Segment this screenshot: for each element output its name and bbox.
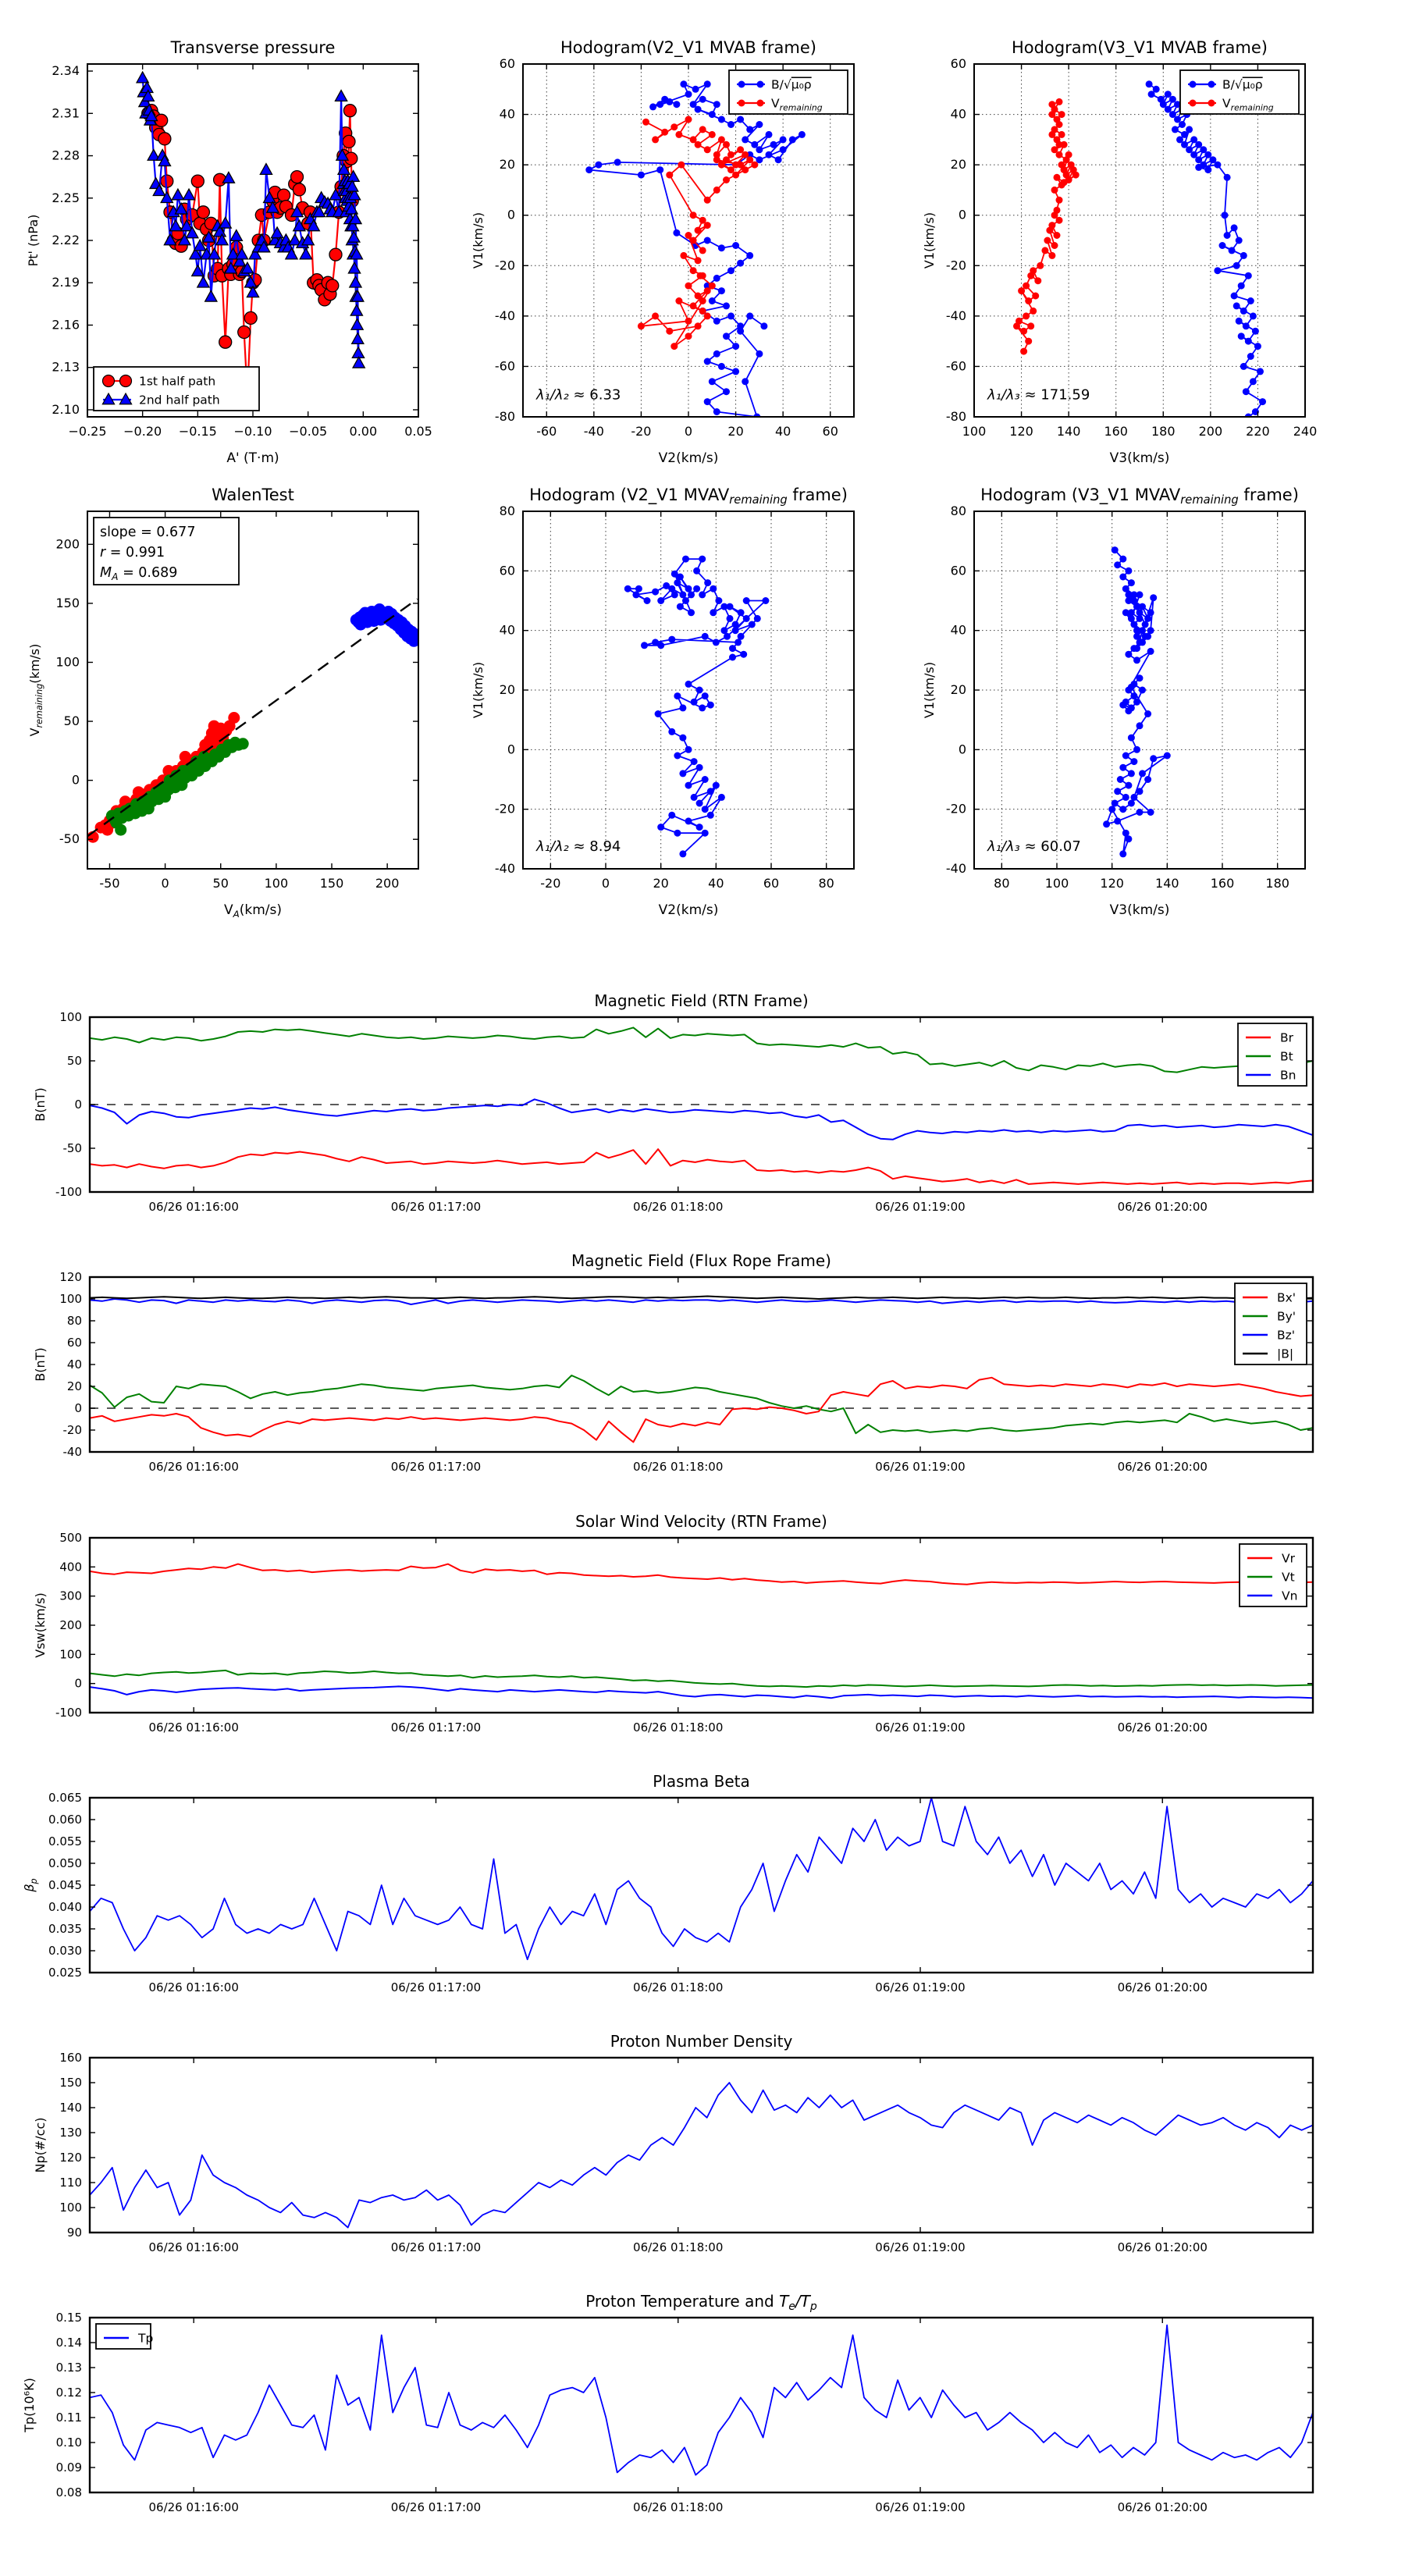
y-axis-label: V1(km/s) bbox=[922, 212, 937, 269]
y-tick-label: 0.055 bbox=[48, 1834, 82, 1848]
y-tick-label: 0.065 bbox=[48, 1791, 82, 1805]
y-tick-label: 2.16 bbox=[52, 317, 80, 333]
axes-spines bbox=[90, 2318, 1313, 2492]
y-tick-label: 40 bbox=[499, 622, 515, 638]
panel-title: Hodogram (V2_V1 MVAVremaining frame) bbox=[529, 486, 848, 507]
legend-label: Br bbox=[1280, 1030, 1294, 1045]
y-axis-label: $\beta_p$ bbox=[22, 1878, 39, 1892]
y-tick-label: 0.030 bbox=[48, 1944, 82, 1958]
y-tick-label: 80 bbox=[950, 503, 966, 518]
panel-title: Transverse pressure bbox=[170, 38, 336, 57]
series-scatter-red bbox=[87, 712, 240, 843]
x-tick-label: 06/26 01:16:00 bbox=[148, 1980, 239, 1994]
panel-title: Proton Number Density bbox=[610, 2032, 793, 2051]
plot-area bbox=[90, 2083, 1313, 2228]
y-tick-label: 0.045 bbox=[48, 1878, 82, 1892]
y-axis-label: B(nT) bbox=[33, 1087, 48, 1122]
y-axis-label: Vsw(km/s) bbox=[33, 1592, 48, 1658]
y-tick-label: -100 bbox=[55, 1706, 82, 1720]
x-axis-label: V2(km/s) bbox=[658, 902, 719, 918]
series-v-remaining bbox=[1013, 98, 1080, 355]
stats-line: r = 0.991 bbox=[100, 545, 165, 560]
legend-label: Vt bbox=[1282, 1570, 1295, 1585]
x-tick-label: 0 bbox=[161, 876, 169, 891]
panel-title: Magnetic Field (RTN Frame) bbox=[594, 991, 809, 1010]
x-axis-label: V2(km/s) bbox=[658, 450, 719, 466]
x-tick-label: 100 bbox=[1044, 876, 1069, 891]
series-v-remaining bbox=[638, 116, 758, 350]
x-tick-label: 06/26 01:17:00 bbox=[390, 1720, 482, 1735]
x-tick-label: 06/26 01:20:00 bbox=[1117, 1980, 1208, 1994]
x-tick-label: 06/26 01:19:00 bbox=[875, 1200, 966, 1214]
x-tick-label: 240 bbox=[1293, 424, 1318, 439]
y-axis-label: V1(km/s) bbox=[922, 661, 937, 719]
y-tick-label: -20 bbox=[62, 1423, 82, 1437]
plot-area bbox=[974, 511, 1305, 869]
plot-area bbox=[137, 72, 365, 400]
y-tick-label: -20 bbox=[494, 258, 515, 273]
panel-ts-proton-number-density bbox=[16, 2019, 1350, 2299]
x-tick-label: 80 bbox=[818, 876, 834, 891]
x-tick-label: 0 bbox=[684, 424, 693, 439]
panel-ts-magnetic-field-flux-rope bbox=[16, 1238, 1350, 1518]
x-tick-label: 06/26 01:17:00 bbox=[390, 2240, 482, 2254]
x-tick-label: 0.05 bbox=[404, 424, 432, 439]
x-tick-label: 180 bbox=[1151, 424, 1176, 439]
y-tick-label: 0 bbox=[74, 1098, 82, 1112]
panel-title: Plasma Beta bbox=[653, 1772, 750, 1791]
y-tick-label: 150 bbox=[55, 595, 80, 610]
y-tick-label: 40 bbox=[66, 1357, 82, 1372]
y-tick-label: 110 bbox=[59, 2176, 82, 2190]
x-tick-label: 220 bbox=[1246, 424, 1270, 439]
y-tick-label: 80 bbox=[66, 1314, 82, 1328]
x-tick-label: 06/26 01:18:00 bbox=[633, 1980, 724, 1994]
y-tick-label: 0 bbox=[507, 207, 515, 222]
eigenvalue-annotation: λ₁/λ₃ ≈ 60.07 bbox=[987, 838, 1081, 856]
panel-ts-magnetic-field-rtn bbox=[16, 978, 1350, 1258]
panel-title: Magnetic Field (Flux Rope Frame) bbox=[571, 1251, 831, 1270]
y-tick-label: -50 bbox=[59, 831, 80, 847]
series-Br bbox=[90, 1149, 1313, 1184]
series-beta-p bbox=[90, 1798, 1313, 1959]
x-tick-label: 140 bbox=[1155, 876, 1179, 891]
eigenvalue-annotation: λ₁/λ₂ ≈ 6.33 bbox=[535, 386, 621, 404]
y-tick-label: 0 bbox=[958, 207, 966, 222]
x-tick-label: 06/26 01:19:00 bbox=[875, 1980, 966, 1994]
y-tick-label: 0 bbox=[71, 772, 80, 788]
y-tick-label: -60 bbox=[945, 358, 966, 374]
x-tick-label: 06/26 01:20:00 bbox=[1117, 1460, 1208, 1474]
series-Np bbox=[90, 2083, 1313, 2228]
legend bbox=[94, 367, 259, 411]
y-tick-label: 2.19 bbox=[52, 275, 80, 290]
legend-label: Bt bbox=[1280, 1049, 1293, 1064]
x-tick-label: -20 bbox=[631, 424, 652, 439]
y-tick-label: 2.28 bbox=[52, 148, 80, 163]
x-tick-label: 40 bbox=[774, 424, 791, 439]
y-tick-label: 120 bbox=[59, 1270, 82, 1284]
x-tick-label: 0.00 bbox=[349, 424, 378, 439]
x-tick-label: 0 bbox=[601, 876, 610, 891]
y-tick-label: 0.14 bbox=[55, 2336, 82, 2350]
y-axis-label: $V_{remaining}(km/s)$ bbox=[27, 643, 44, 737]
x-tick-label: 20 bbox=[727, 424, 744, 439]
plot-area bbox=[523, 64, 854, 421]
plot-area bbox=[523, 511, 854, 869]
panel-title: Hodogram(V2_V1 MVAB frame) bbox=[560, 38, 816, 57]
x-tick-label: 60 bbox=[822, 424, 838, 439]
y-tick-label: 2.34 bbox=[52, 63, 80, 79]
y-tick-label: 100 bbox=[59, 1647, 82, 1662]
stats-box bbox=[94, 518, 239, 585]
y-tick-label: 20 bbox=[950, 682, 966, 697]
x-tick-label: 06/26 01:17:00 bbox=[390, 2500, 482, 2514]
y-tick-label: 100 bbox=[59, 1292, 82, 1306]
y-tick-label: 20 bbox=[499, 157, 515, 173]
series-scatter-green bbox=[106, 737, 249, 836]
y-tick-label: 60 bbox=[499, 563, 515, 578]
legend-label: $V_{remaining}$ bbox=[1222, 96, 1274, 113]
x-tick-label: 06/26 01:18:00 bbox=[633, 1200, 724, 1214]
x-tick-label: −0.20 bbox=[123, 424, 162, 439]
legend-label: B/√μ₀ρ bbox=[771, 77, 812, 92]
x-axis-label: V3(km/s) bbox=[1109, 902, 1170, 918]
plot-area bbox=[90, 1798, 1313, 1959]
plot-area bbox=[90, 1297, 1313, 1443]
y-tick-label: -40 bbox=[494, 861, 515, 876]
panel-ts-plasma-beta bbox=[16, 1759, 1350, 2039]
panel-title: Hodogram (V3_V1 MVAVremaining frame) bbox=[980, 486, 1299, 507]
y-tick-label: 60 bbox=[66, 1336, 82, 1350]
x-tick-label: 06/26 01:16:00 bbox=[148, 1460, 239, 1474]
legend-label: Tp bbox=[138, 2331, 154, 2346]
x-tick-label: 200 bbox=[375, 876, 400, 891]
x-tick-label: 06/26 01:16:00 bbox=[148, 1720, 239, 1735]
axes-spines bbox=[90, 1798, 1313, 1973]
x-tick-label: 120 bbox=[1100, 876, 1124, 891]
x-tick-label: 50 bbox=[212, 876, 229, 891]
plot-area bbox=[90, 1564, 1313, 1699]
x-tick-label: 160 bbox=[1104, 424, 1128, 439]
legend bbox=[1180, 70, 1299, 114]
y-axis-label: Tp(10⁶K) bbox=[22, 2378, 37, 2432]
x-tick-label: 06/26 01:18:00 bbox=[633, 1720, 724, 1735]
y-tick-label: 120 bbox=[59, 2151, 82, 2165]
x-axis-label: V3(km/s) bbox=[1109, 450, 1170, 466]
x-tick-label: 06/26 01:20:00 bbox=[1117, 2500, 1208, 2514]
x-tick-label: −0.15 bbox=[178, 424, 217, 439]
eigenvalue-annotation: λ₁/λ₂ ≈ 8.94 bbox=[535, 838, 621, 856]
stats-line: $M_A = 0.689$ bbox=[100, 565, 178, 582]
panel-title: WalenTest bbox=[212, 486, 294, 504]
panel-walen-test bbox=[13, 472, 456, 935]
y-tick-label: 0 bbox=[507, 742, 515, 757]
legend-label: $V_{remaining}$ bbox=[771, 96, 823, 113]
y-tick-label: -80 bbox=[494, 409, 515, 424]
x-tick-label: 60 bbox=[763, 876, 780, 891]
x-axis-label: A' (T·m) bbox=[226, 450, 279, 466]
y-tick-label: 100 bbox=[55, 654, 80, 670]
y-tick-label: 0.035 bbox=[48, 1922, 82, 1936]
y-tick-label: 0.040 bbox=[48, 1900, 82, 1914]
series-Bz-prime bbox=[90, 1299, 1313, 1304]
legend bbox=[1235, 1283, 1307, 1364]
x-tick-label: -50 bbox=[99, 876, 120, 891]
series-B-magnitude bbox=[90, 1297, 1313, 1300]
y-tick-label: 200 bbox=[55, 536, 80, 552]
legend-label: Bz' bbox=[1277, 1328, 1296, 1343]
y-tick-label: -40 bbox=[945, 308, 966, 323]
y-tick-label: 0 bbox=[958, 742, 966, 757]
eigenvalue-annotation: λ₁/λ₃ ≈ 171.59 bbox=[987, 386, 1090, 404]
y-tick-label: 0.11 bbox=[55, 2411, 82, 2425]
legend-label: By' bbox=[1277, 1309, 1297, 1324]
axes-spines bbox=[90, 2058, 1313, 2233]
y-tick-label: 60 bbox=[950, 563, 966, 578]
legend bbox=[1240, 1544, 1307, 1606]
x-tick-label: 80 bbox=[994, 876, 1010, 891]
y-tick-label: 140 bbox=[59, 2101, 82, 2115]
y-axis-label: V1(km/s) bbox=[471, 661, 486, 719]
y-tick-label: 0.025 bbox=[48, 1966, 82, 1980]
y-tick-label: 0.12 bbox=[55, 2386, 82, 2400]
y-tick-label: 0 bbox=[74, 1401, 82, 1415]
y-tick-label: -100 bbox=[55, 1185, 82, 1199]
y-tick-label: 400 bbox=[59, 1560, 82, 1574]
series-b-alfven bbox=[585, 80, 806, 420]
x-tick-label: 06/26 01:17:00 bbox=[390, 1460, 482, 1474]
x-tick-label: 160 bbox=[1210, 876, 1235, 891]
panel-hodogram-v3v1-mvav bbox=[900, 472, 1343, 935]
x-tick-label: 06/26 01:17:00 bbox=[390, 1980, 482, 1994]
y-tick-label: 200 bbox=[59, 1618, 82, 1632]
x-tick-label: 100 bbox=[264, 876, 289, 891]
y-tick-label: 2.25 bbox=[52, 190, 80, 205]
x-tick-label: 06/26 01:19:00 bbox=[875, 1720, 966, 1735]
series-Vr bbox=[90, 1564, 1313, 1585]
legend-label: Bx' bbox=[1277, 1290, 1297, 1305]
panel-hodogram-v3v1-mvab bbox=[900, 25, 1343, 483]
series-v-hodogram bbox=[624, 556, 770, 858]
y-tick-label: 100 bbox=[59, 1010, 82, 1024]
x-tick-label: 06/26 01:19:00 bbox=[875, 2500, 966, 2514]
legend-label: 1st half path bbox=[139, 374, 216, 389]
y-tick-label: 160 bbox=[59, 2051, 82, 2065]
plot-area bbox=[87, 599, 422, 842]
x-axis-label: $V_A(km/s)$ bbox=[223, 902, 283, 920]
plot-area bbox=[974, 64, 1305, 421]
x-tick-label: 180 bbox=[1265, 876, 1289, 891]
y-tick-label: -20 bbox=[494, 801, 515, 817]
y-tick-label: -20 bbox=[945, 801, 966, 817]
y-tick-label: 60 bbox=[499, 56, 515, 71]
x-tick-label: -40 bbox=[583, 424, 604, 439]
x-tick-label: −0.10 bbox=[233, 424, 272, 439]
y-tick-label: 60 bbox=[950, 56, 966, 71]
legend-label: 2nd half path bbox=[139, 393, 220, 407]
y-axis-label: B(nT) bbox=[33, 1347, 48, 1382]
y-tick-label: 2.22 bbox=[52, 233, 80, 247]
legend bbox=[1238, 1023, 1307, 1086]
series-Tp bbox=[90, 2325, 1313, 2475]
legend-label: B/√μ₀ρ bbox=[1222, 77, 1263, 92]
x-tick-label: 150 bbox=[319, 876, 344, 891]
y-tick-label: 0.10 bbox=[55, 2435, 82, 2450]
y-tick-label: 90 bbox=[66, 2226, 82, 2240]
y-tick-label: 0.050 bbox=[48, 1856, 82, 1870]
x-tick-label: 06/26 01:16:00 bbox=[148, 2240, 239, 2254]
y-tick-label: 0.13 bbox=[55, 2361, 82, 2375]
plot-area bbox=[90, 1027, 1313, 1184]
series-Vn bbox=[90, 1686, 1313, 1698]
panel-ts-solar-wind-velocity bbox=[16, 1499, 1350, 1779]
x-tick-label: 06/26 01:20:00 bbox=[1117, 2240, 1208, 2254]
y-tick-label: -60 bbox=[494, 358, 515, 374]
y-tick-label: -40 bbox=[945, 861, 966, 876]
y-tick-label: 40 bbox=[499, 106, 515, 122]
x-tick-label: 20 bbox=[653, 876, 669, 891]
y-tick-label: 0.060 bbox=[48, 1813, 82, 1827]
y-tick-label: 20 bbox=[66, 1379, 82, 1393]
y-tick-label: -80 bbox=[945, 409, 966, 424]
x-tick-label: 06/26 01:18:00 bbox=[633, 2240, 724, 2254]
y-tick-label: -50 bbox=[62, 1141, 82, 1155]
panel-hodogram-v2v1-mvav bbox=[449, 472, 891, 935]
y-tick-label: 300 bbox=[59, 1589, 82, 1603]
y-tick-label: 40 bbox=[950, 622, 966, 638]
panel-transverse-pressure bbox=[13, 25, 456, 483]
x-tick-label: −0.05 bbox=[289, 424, 328, 439]
legend-label: Vn bbox=[1282, 1589, 1298, 1603]
stats-line: slope = 0.677 bbox=[100, 525, 196, 540]
legend bbox=[96, 2324, 153, 2349]
legend-label: |B| bbox=[1277, 1347, 1294, 1361]
y-tick-label: 50 bbox=[63, 713, 80, 729]
x-tick-label: 06/26 01:16:00 bbox=[148, 1200, 239, 1214]
y-tick-label: 0.09 bbox=[55, 2460, 82, 2475]
x-tick-label: -60 bbox=[536, 424, 557, 439]
x-tick-label: 06/26 01:20:00 bbox=[1117, 1720, 1208, 1735]
y-tick-label: 150 bbox=[59, 2076, 82, 2090]
x-tick-label: 120 bbox=[1009, 424, 1033, 439]
y-tick-label: -20 bbox=[945, 258, 966, 273]
y-tick-label: 2.31 bbox=[52, 105, 80, 121]
legend bbox=[729, 70, 848, 114]
x-tick-label: 200 bbox=[1198, 424, 1223, 439]
legend-label: Vr bbox=[1282, 1551, 1295, 1566]
panel-hodogram-v2v1-mvab bbox=[449, 25, 891, 483]
y-tick-label: -40 bbox=[494, 308, 515, 323]
y-tick-label: 2.13 bbox=[52, 359, 80, 375]
legend-label: Bn bbox=[1280, 1068, 1297, 1083]
x-tick-label: 06/26 01:18:00 bbox=[633, 1460, 724, 1474]
y-tick-label: 20 bbox=[950, 157, 966, 173]
panel-title: Proton Temperature and $T_e/T_p$ bbox=[585, 2292, 817, 2313]
y-tick-label: 40 bbox=[950, 106, 966, 122]
x-tick-label: −0.25 bbox=[68, 424, 107, 439]
y-tick-label: 0.08 bbox=[55, 2485, 82, 2500]
panel-ts-proton-temperature bbox=[16, 2279, 1350, 2559]
x-tick-label: -20 bbox=[540, 876, 561, 891]
y-tick-label: 100 bbox=[59, 2201, 82, 2215]
x-tick-label: 06/26 01:17:00 bbox=[390, 1200, 482, 1214]
series-Bn bbox=[90, 1099, 1313, 1140]
x-tick-label: 140 bbox=[1056, 424, 1081, 439]
panel-title: Hodogram(V3_V1 MVAB frame) bbox=[1012, 38, 1268, 57]
axes-spines bbox=[974, 64, 1305, 417]
y-tick-label: 2.10 bbox=[52, 401, 80, 417]
series-v-hodogram bbox=[1103, 546, 1171, 857]
axes-spines bbox=[90, 1017, 1313, 1192]
x-tick-label: 06/26 01:19:00 bbox=[875, 1460, 966, 1474]
y-tick-label: 20 bbox=[499, 682, 515, 697]
y-axis-label: V1(km/s) bbox=[471, 212, 486, 269]
x-tick-label: 100 bbox=[962, 424, 987, 439]
y-tick-label: 80 bbox=[499, 503, 515, 518]
x-tick-label: 06/26 01:18:00 bbox=[633, 2500, 724, 2514]
panel-title: Solar Wind Velocity (RTN Frame) bbox=[575, 1512, 827, 1531]
x-tick-label: 40 bbox=[708, 876, 724, 891]
y-tick-label: 0.15 bbox=[55, 2311, 82, 2325]
series-first-half-path bbox=[142, 105, 359, 400]
series-Vt bbox=[90, 1670, 1313, 1687]
series-fit-line bbox=[87, 599, 418, 836]
x-tick-label: 06/26 01:16:00 bbox=[148, 2500, 239, 2514]
x-tick-label: 06/26 01:20:00 bbox=[1117, 1200, 1208, 1214]
series-Bt bbox=[90, 1027, 1313, 1072]
y-tick-label: 0 bbox=[74, 1676, 82, 1691]
y-tick-label: -40 bbox=[62, 1445, 82, 1459]
y-tick-label: 130 bbox=[59, 2126, 82, 2140]
y-axis-label: Np(#/cc) bbox=[33, 2117, 48, 2173]
y-tick-label: 500 bbox=[59, 1531, 82, 1545]
plot-area bbox=[90, 2325, 1313, 2475]
x-tick-label: 06/26 01:19:00 bbox=[875, 2240, 966, 2254]
y-tick-label: 50 bbox=[66, 1054, 82, 1068]
y-axis-label: Pt' (nPa) bbox=[26, 214, 41, 267]
